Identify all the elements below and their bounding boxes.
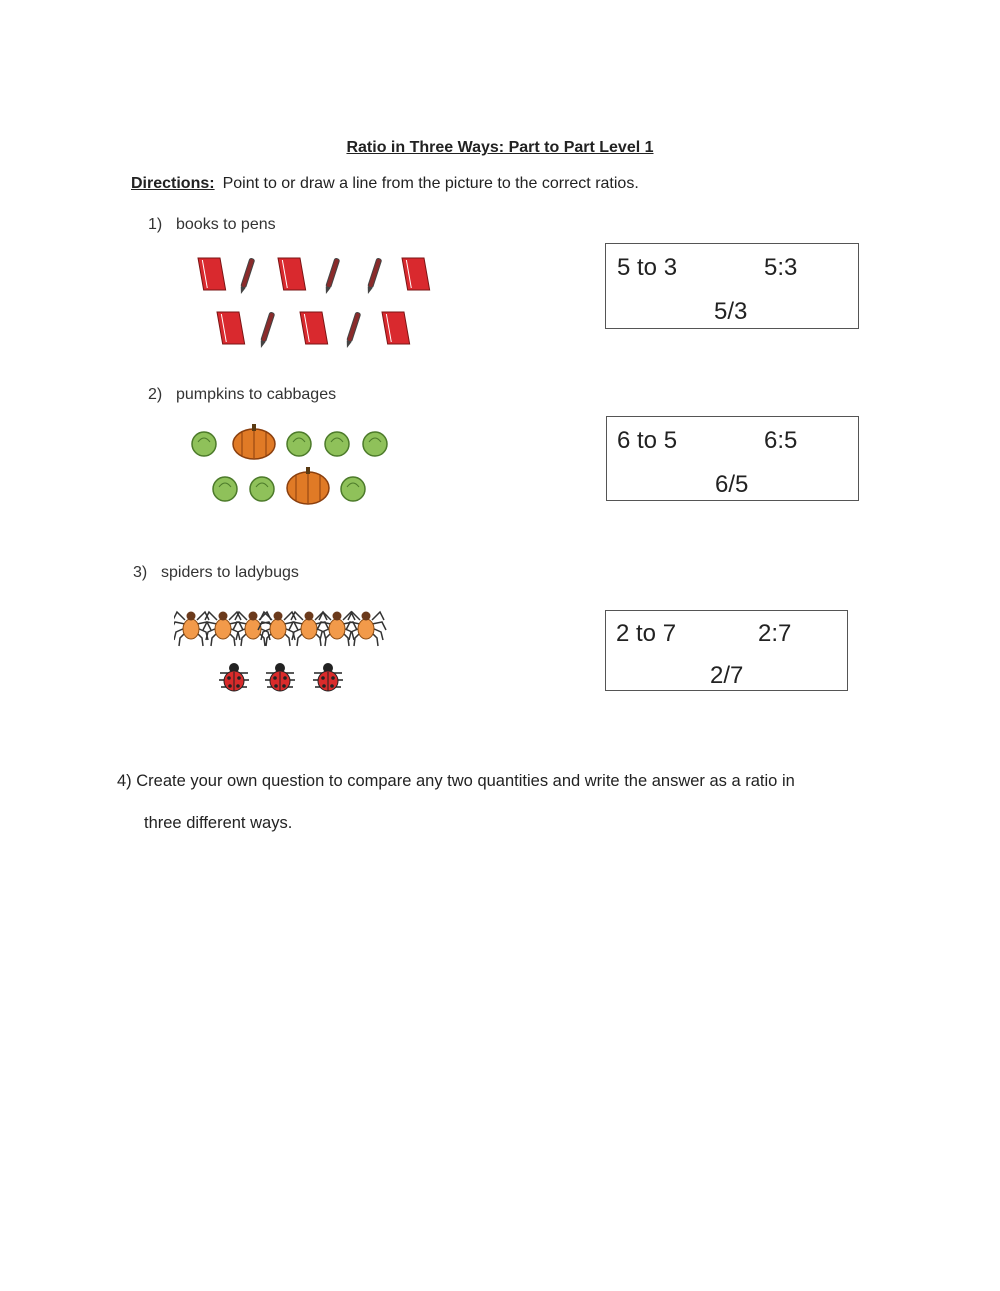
answer-box-3[interactable]: [605, 610, 848, 691]
pen-icon: [239, 258, 255, 295]
question-4-line2: three different ways.: [144, 814, 293, 832]
ratio-colon: 6:5: [764, 427, 798, 454]
question-text: pumpkins to cabbages: [176, 386, 337, 403]
books-pens-picture: [190, 254, 440, 350]
cabbage-icon: [192, 432, 216, 456]
question-2-label: [148, 386, 336, 404]
ladybug-icon: [265, 663, 295, 691]
ladybug-icon: [219, 663, 249, 691]
book-icon: [217, 312, 245, 344]
ratio-words: 5 to 3: [617, 254, 678, 281]
ratio-fraction: 5/3: [714, 298, 748, 325]
question-text: books to pens: [176, 216, 276, 233]
answer-box-2[interactable]: [606, 416, 859, 501]
pumpkin-icon: [287, 467, 329, 504]
pen-icon: [366, 258, 382, 295]
book-icon: [278, 258, 306, 290]
answer-box-1[interactable]: [605, 243, 859, 329]
pen-icon: [324, 258, 340, 295]
ratio-fraction: 6/5: [715, 471, 749, 498]
worksheet-title: Ratio in Three Ways: Part to Part Level 1: [346, 139, 654, 156]
question-text: spiders to ladybugs: [161, 564, 299, 581]
spider-icon: [317, 612, 357, 647]
cabbage-icon: [363, 432, 387, 456]
pen-icon: [345, 312, 361, 349]
cabbage-icon: [341, 477, 365, 501]
question-number: 3): [133, 564, 148, 581]
spider-icon: [174, 612, 211, 647]
ratio-words: 6 to 5: [617, 427, 678, 454]
ratio-fraction: 2/7: [710, 662, 744, 689]
pumpkins-cabbages-picture: [188, 420, 398, 510]
ratio-colon: 2:7: [758, 620, 792, 647]
book-icon: [402, 258, 430, 290]
question-number: 1): [148, 216, 163, 233]
book-icon: [300, 312, 328, 344]
question-number: 2): [148, 386, 163, 403]
ratio-colon: 5:3: [764, 254, 798, 281]
directions-text: Point to or draw a line from the picture to the correct ratios.: [222, 175, 639, 192]
cabbage-icon: [287, 432, 311, 456]
cabbage-icon: [250, 477, 274, 501]
pumpkin-icon: [233, 424, 275, 459]
book-icon: [382, 312, 410, 344]
book-icon: [198, 258, 226, 290]
question-4-line1: 4) Create your own question to compare any two quantities and write the answer as a ratio in: [117, 772, 795, 790]
ratio-words: 2 to 7: [616, 620, 677, 647]
directions: [131, 175, 639, 193]
pen-icon: [259, 312, 275, 349]
spiders-ladybugs-picture: [174, 600, 394, 700]
spider-icon: [346, 612, 386, 647]
cabbage-icon: [325, 432, 349, 456]
directions-label: Directions:: [131, 175, 215, 192]
ladybug-icon: [313, 663, 343, 691]
question-1-label: [148, 216, 276, 234]
question-3-label: [133, 564, 299, 582]
cabbage-icon: [213, 477, 237, 501]
